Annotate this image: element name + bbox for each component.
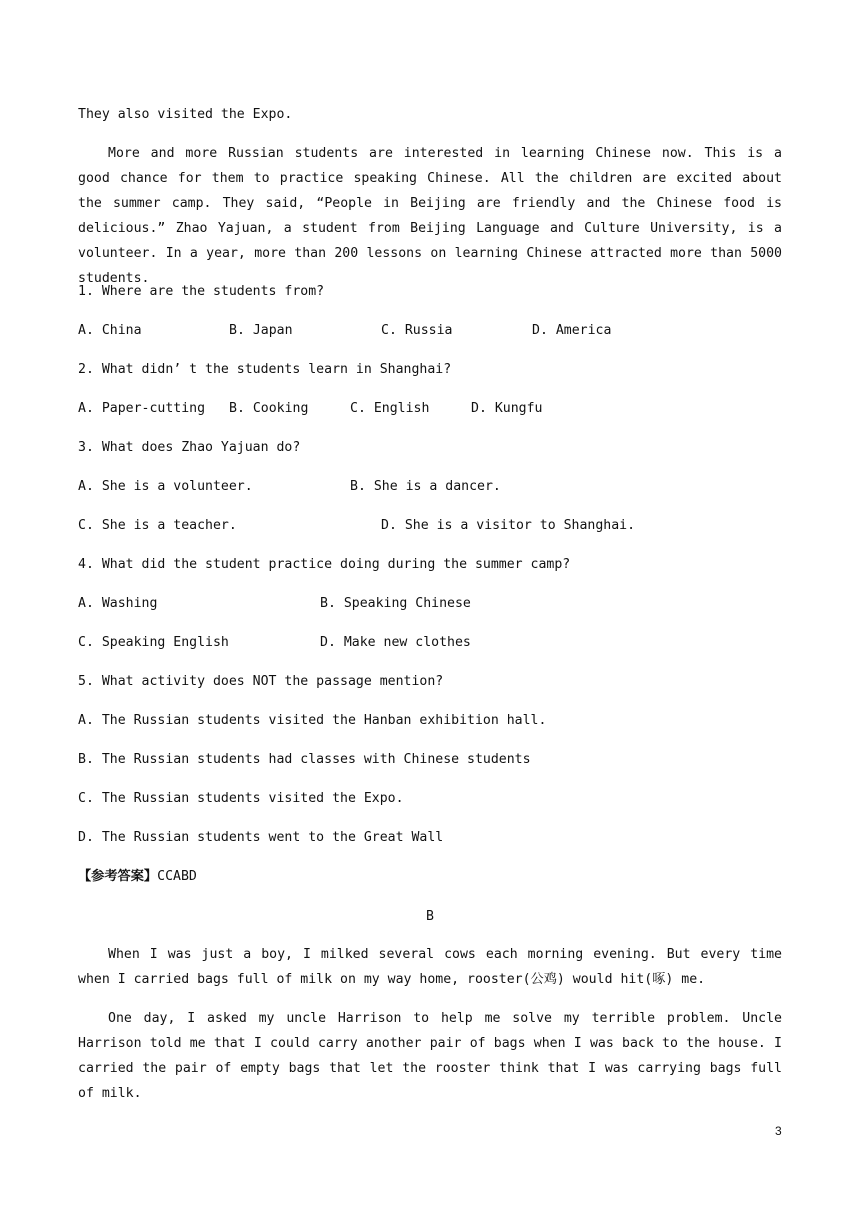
question-5-stem: 5. What activity does NOT the passage mention? — [78, 674, 444, 689]
question-3-option-c: C. She is a teacher. — [78, 518, 237, 533]
question-3-stem: 3. What does Zhao Yajuan do? — [78, 440, 301, 455]
question-2-option-a: A. Paper-cutting — [78, 401, 206, 416]
passage-b-paragraph-2: One day, I asked my uncle Harrison to help me solve my terrible problem. Uncle Harrison told me that I could carry another pair of bags when I was back to the house. I carried the pair of empty bags that let the rooster think that I was carrying bags full of milk. — [78, 1011, 782, 1101]
question-3-option-d: D. She is a visitor to Shanghai. — [381, 518, 636, 533]
question-2-option-b: B. Cooking — [229, 401, 309, 416]
question-3-option-b: B. She is a dancer. — [350, 479, 501, 494]
section-heading: B — [426, 909, 434, 924]
question-1-option-b: B. Japan — [229, 323, 293, 338]
answer-key-value: CCABD — [157, 869, 197, 884]
page-number: 3 — [775, 1124, 782, 1138]
question-5-option-a: A. The Russian students visited the Hanban exhibition hall. — [78, 713, 547, 728]
question-1-option-d: D. America — [532, 323, 612, 338]
question-4-option-d: D. Make new clothes — [320, 635, 471, 650]
answer-key — [78, 870, 197, 883]
question-2-option-d: D. Kungfu — [471, 401, 543, 416]
answer-key-label: 【参考答案】 — [78, 869, 158, 884]
question-1-option-a: A. China — [78, 323, 142, 338]
passage-paragraph-1: More and more Russian students are interested in learning Chinese now. This is a good chance for them to practice speaking Chinese. All the children are excited about the summer camp. They said, “People in Beijing are friendly and the Chinese food is delicious.” Zhao Yajuan, a student from Beijing Language and Culture University, is a volunteer. In a year, more than 200 lessons on learning Chinese attracted more than 5000 students. — [78, 146, 782, 286]
question-4-option-c: C. Speaking English — [78, 635, 229, 650]
question-4-option-b: B. Speaking Chinese — [320, 596, 471, 611]
question-5-option-b: B. The Russian students had classes with Chinese students — [78, 752, 531, 767]
passage-b-paragraph-1: When I was just a boy, I milked several cows each morning evening. But every time when I carried bags full of milk on my way home, rooster(公鸡) would hit(啄) me. — [78, 947, 782, 987]
question-4-option-a: A. Washing — [78, 596, 158, 611]
question-1-stem: 1. Where are the students from? — [78, 284, 325, 299]
question-2-option-c: C. English — [350, 401, 430, 416]
question-5-option-c: C. The Russian students visited the Expo. — [78, 791, 404, 806]
question-2-stem: 2. What didn’ t the students learn in Shanghai? — [78, 362, 452, 377]
question-1-option-c: C. Russia — [381, 323, 453, 338]
question-3-option-a: A. She is a volunteer. — [78, 479, 253, 494]
question-4-stem: 4. What did the student practice doing during the summer camp? — [78, 557, 571, 572]
intro-tail-text: They also visited the Expo. — [78, 107, 293, 122]
question-5-option-d: D. The Russian students went to the Great Wall — [78, 830, 444, 845]
